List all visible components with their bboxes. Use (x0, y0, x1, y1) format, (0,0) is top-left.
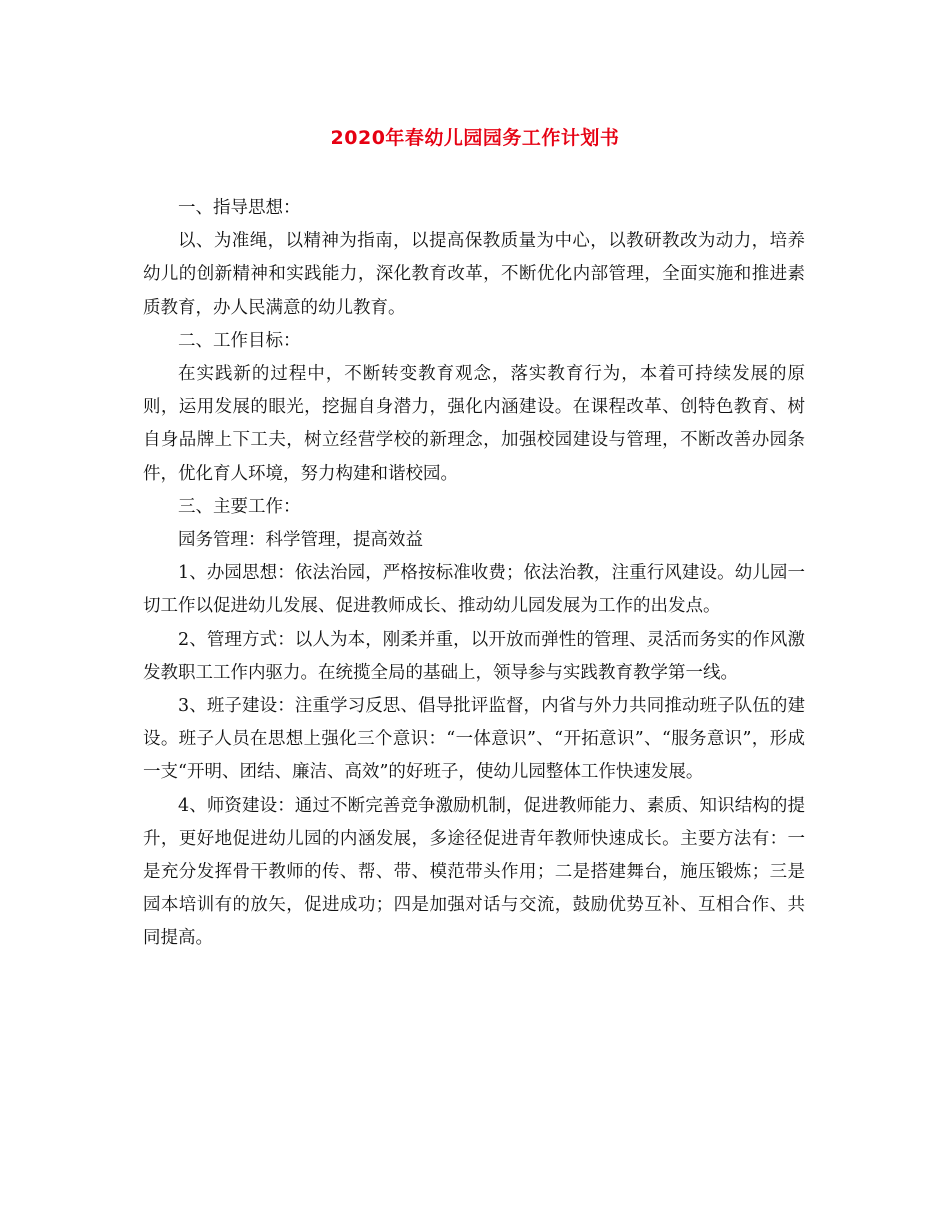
paragraph-item-1: 1、办园思想：依法治园，严格按标准收费；依法治教，注重行风建设。幼儿园一切工作以促进幼儿发展、促进教师成长、推动幼儿园发展为工作的出发点。 (143, 563, 805, 617)
document-title: 2020年春幼儿园园务工作计划书 (330, 127, 620, 149)
paragraph-work-goals: 在实践新的过程中，不断转变教育观念，落实教育行为，本着可持续发展的原则，运用发展的眼光，挖掘自身潜力，强化内涵建设。在课程改革、创特色教育、树自身品牌上下工夫，树立经营学校的新理念，加强校园建设与管理，不断改善办园条件，优化育人环境，努力构建和谐校园。 (143, 364, 805, 484)
heading-guiding-ideology: 一、指导思想： (178, 198, 301, 218)
heading-work-goals: 二、工作目标： (178, 330, 301, 351)
heading-main-work: 三、主要工作： (178, 496, 301, 517)
document-body (143, 192, 805, 956)
paragraph-item-4: 4、师资建设：通过不断完善竞争激励机制，促进教师能力、素质、知识结构的提升，更好地促进幼儿园的内涵发展，多途径促进青年教师快速成长。主要方法有：一是充分发挥骨干教师的传、帮、带、模范带头作用；二是搭建舞台，施压锻炼；三是园本培训有的放矢，促进成功；四是加强对话与交流，鼓励优势互补、互相合作、共同提高。 (143, 795, 805, 949)
subheading-garden-management: 园务管理：科学管理，提高效益 (178, 530, 423, 551)
paragraph-item-2: 2、管理方式：以人为本，刚柔并重，以开放而弹性的管理、灵活而务实的作风激发教职工工作内驱力。在统揽全局的基础上，领导参与实践教育教学第一线。 (143, 629, 805, 683)
paragraph-item-3: 3、班子建设：注重学习反思、倡导批评监督，内省与外力共同推动班子队伍的建设。班子人员在思想上强化三个意识：“一体意识”、“开拓意识”、“服务意识”，形成一支“开明、团结、廉洁、高效”的好班子，使幼儿园整体工作快速发展。 (143, 696, 805, 783)
paragraph-guiding-ideology: 以、为准绳，以精神为指南，以提高保教质量为中心，以教研教改为动力，培养幼儿的创新精神和实践能力，深化教育改革，不断优化内部管理，全面实施和推进素质教育，办人民满意的幼儿教育。 (143, 231, 805, 318)
